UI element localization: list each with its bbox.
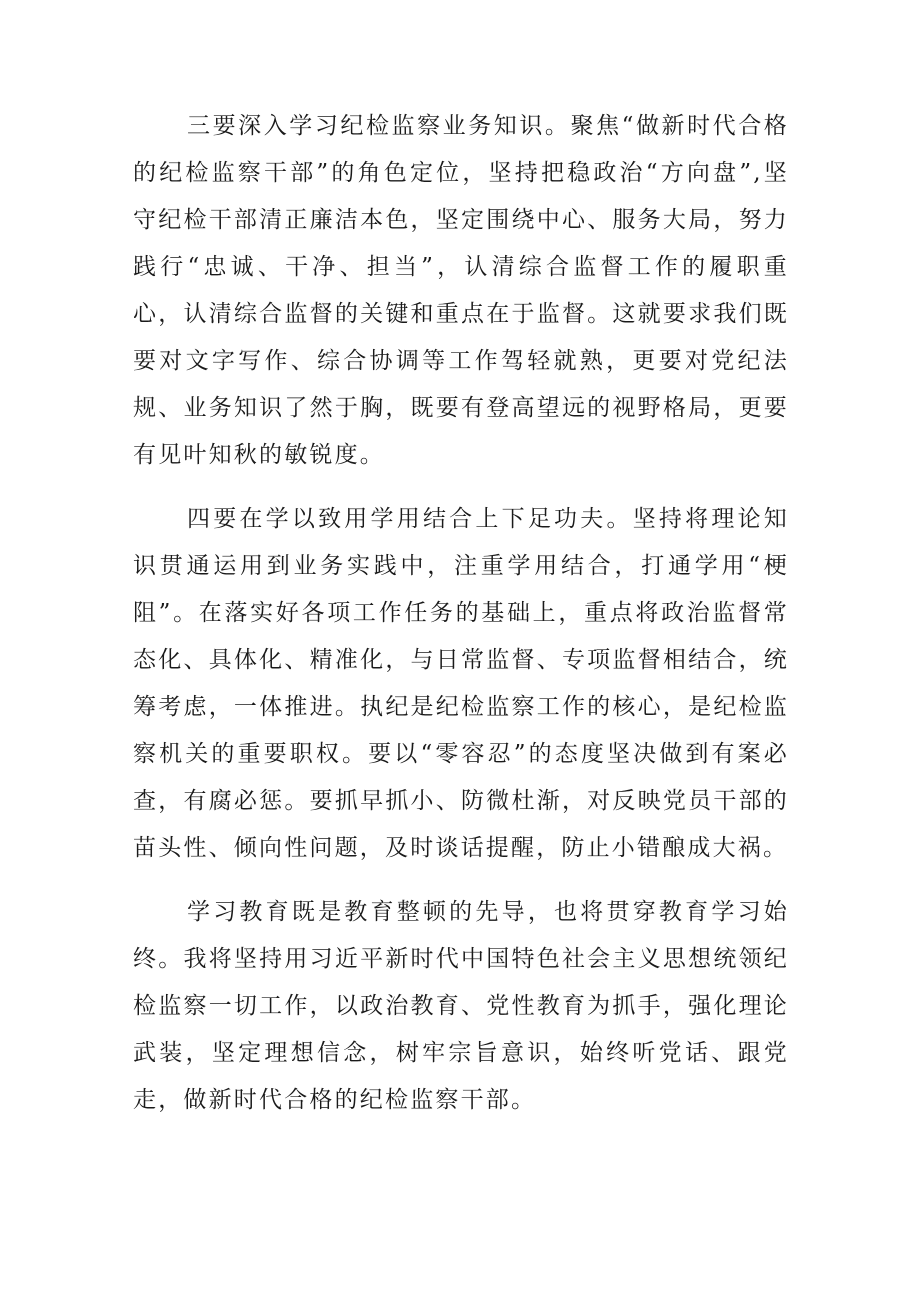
- document-body: [133, 103, 789, 1141]
- paragraph-apply-learning: 四要在学以致用学用结合上下足功夫。坚持将理论知识贯通运用到业务实践中，注重学用结合，打通学用“梗阻”。在落实好各项工作任务的基础上，重点将政治监督常态化、具体化、精准化，与日常监督、专项监督相结合，统筹考虑，一体推进。执纪是纪检监察工作的核心，是纪检监察机关的重要职权。要以“零容忍”的态度坚决做到有案必查，有腐必惩。要抓早抓小、防微杜渐，对反映党员干部的苗头性、倾向性问题，及时谈话提醒，防止小错酿成大祸。: [133, 506, 789, 861]
- paragraph-conclusion: 学习教育既是教育整顿的先导，也将贯穿教育学习始终。我将坚持用习近平新时代中国特色社会主义思想统领纪检监察一切工作，以政治教育、党性教育为抓手，强化理论武装，坚定理想信念，树牢宗旨意识，始终听党话、跟党走，做新时代合格的纪检监察干部。: [133, 899, 789, 1113]
- paragraph-study-business-knowledge: 三要深入学习纪检监察业务知识。聚焦“做新时代合格的纪检监察干部”的角色定位，坚持把稳政治“方向盘”,坚守纪检干部清正廉洁本色，坚定围绕中心、服务大局，努力践行“忠诚、干净、担当”，认清综合监督工作的履职重心，认清综合监督的关键和重点在于监督。这就要求我们既要对文字写作、综合协调等工作驾轻就熟，更要对党纪法规、业务知识了然于胸，既要有登高望远的视野格局，更要有见叶知秋的敏锐度。: [133, 113, 789, 468]
